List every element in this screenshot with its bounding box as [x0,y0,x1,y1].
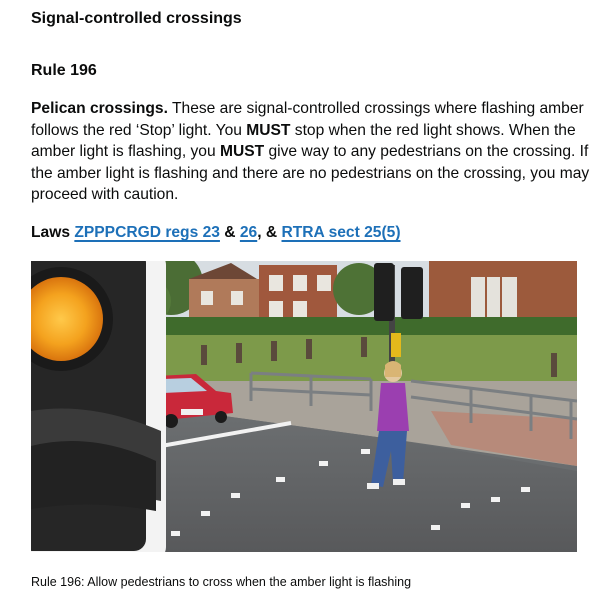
section-title: Signal-controlled crossings [31,10,242,27]
rule-text-part-2: stop when the red light shows. When the amber light is flashing, you [31,121,576,161]
window [293,275,307,291]
rule-title: Rule 196 [31,62,97,79]
rule-text [31,98,591,206]
laws-separator-1: & [219,224,240,241]
pelican-crossing-photo [31,261,577,552]
far-signal-head [374,263,394,321]
window [269,275,283,291]
far-signal-head [401,267,423,319]
laws-line [31,222,401,244]
window [201,291,213,305]
rule-text-part-1: These are signal-controlled crossings where flashing amber follows the red ‘Stop’ light. You [31,100,584,139]
near-traffic-light [31,261,166,552]
rule-lead: Pelican crossings. [31,100,168,117]
law-link-26[interactable]: 26 [239,224,258,241]
must-emphasis-2: MUST [219,143,265,161]
laws-prefix: Laws [31,224,75,241]
window [471,277,517,323]
law-link-zpppcrgd-regs-23[interactable]: ZPPPCRGD regs 23 [74,224,220,241]
window [231,291,243,305]
window [269,301,283,317]
laws-separator-2: , & [257,224,282,241]
window [317,275,331,291]
rule-text-part-3: give way to any pedestrians on the crossing. If the amber light is flashing and there are no pedestrians on the crossing, you may proceed with caution. [31,143,590,204]
must-emphasis-1: MUST [246,121,291,139]
figure-caption: Rule 196: Allow pedestrians to cross when the amber light is flashing [31,575,412,589]
law-link-rtra-sect-25-5[interactable]: RTRA sect 25(5) [281,224,401,241]
window [293,301,307,317]
